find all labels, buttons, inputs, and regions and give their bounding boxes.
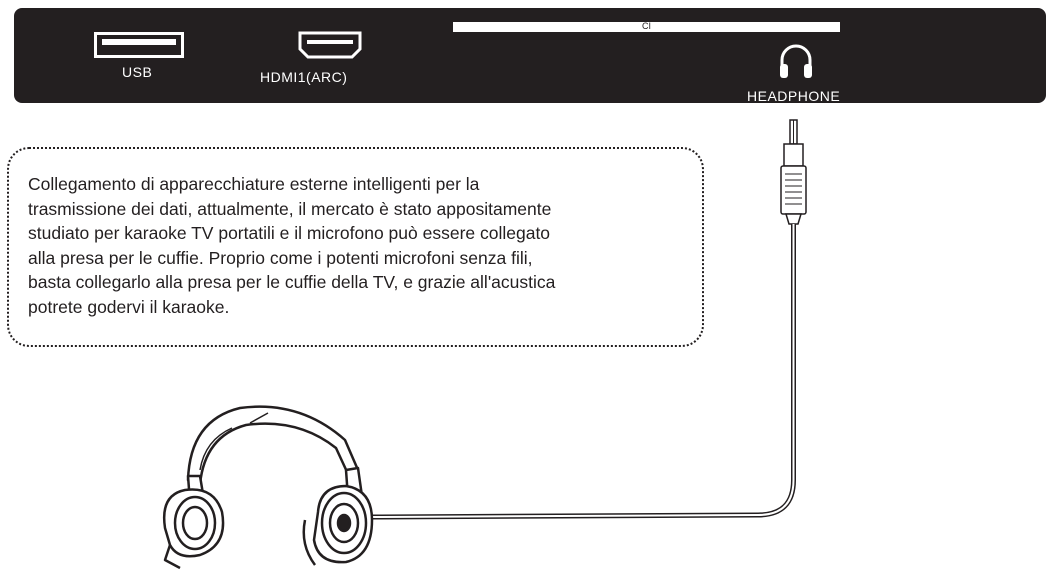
ci-slot-label: CI [642, 21, 651, 31]
audio-cable [370, 224, 794, 517]
description-line: alla presa per le cuffie. Proprio come i potenti microfoni senza fili, [28, 247, 533, 268]
description-line: trasmissione dei dati, attualmente, il mercato è stato appositamente [28, 198, 552, 219]
description-line: basta collegarlo alla presa per le cuffie della TV, e grazie all'acustica [28, 272, 556, 292]
description-line: Collegamento di apparecchiature esterne intelligenti per la [28, 174, 480, 194]
usb-port-label: USB [122, 64, 153, 80]
description-line: potrete godervi il karaoke. [28, 296, 230, 317]
headphone-jack-plug-icon [781, 120, 806, 224]
headphones-icon [164, 407, 372, 568]
headphone-port-label: HEADPHONE [747, 88, 841, 104]
description-line: studiato per karaoke TV portatili e il microfono può essere collegato [28, 223, 551, 243]
hdmi-port-label: HDMI1(ARC) [260, 69, 348, 85]
